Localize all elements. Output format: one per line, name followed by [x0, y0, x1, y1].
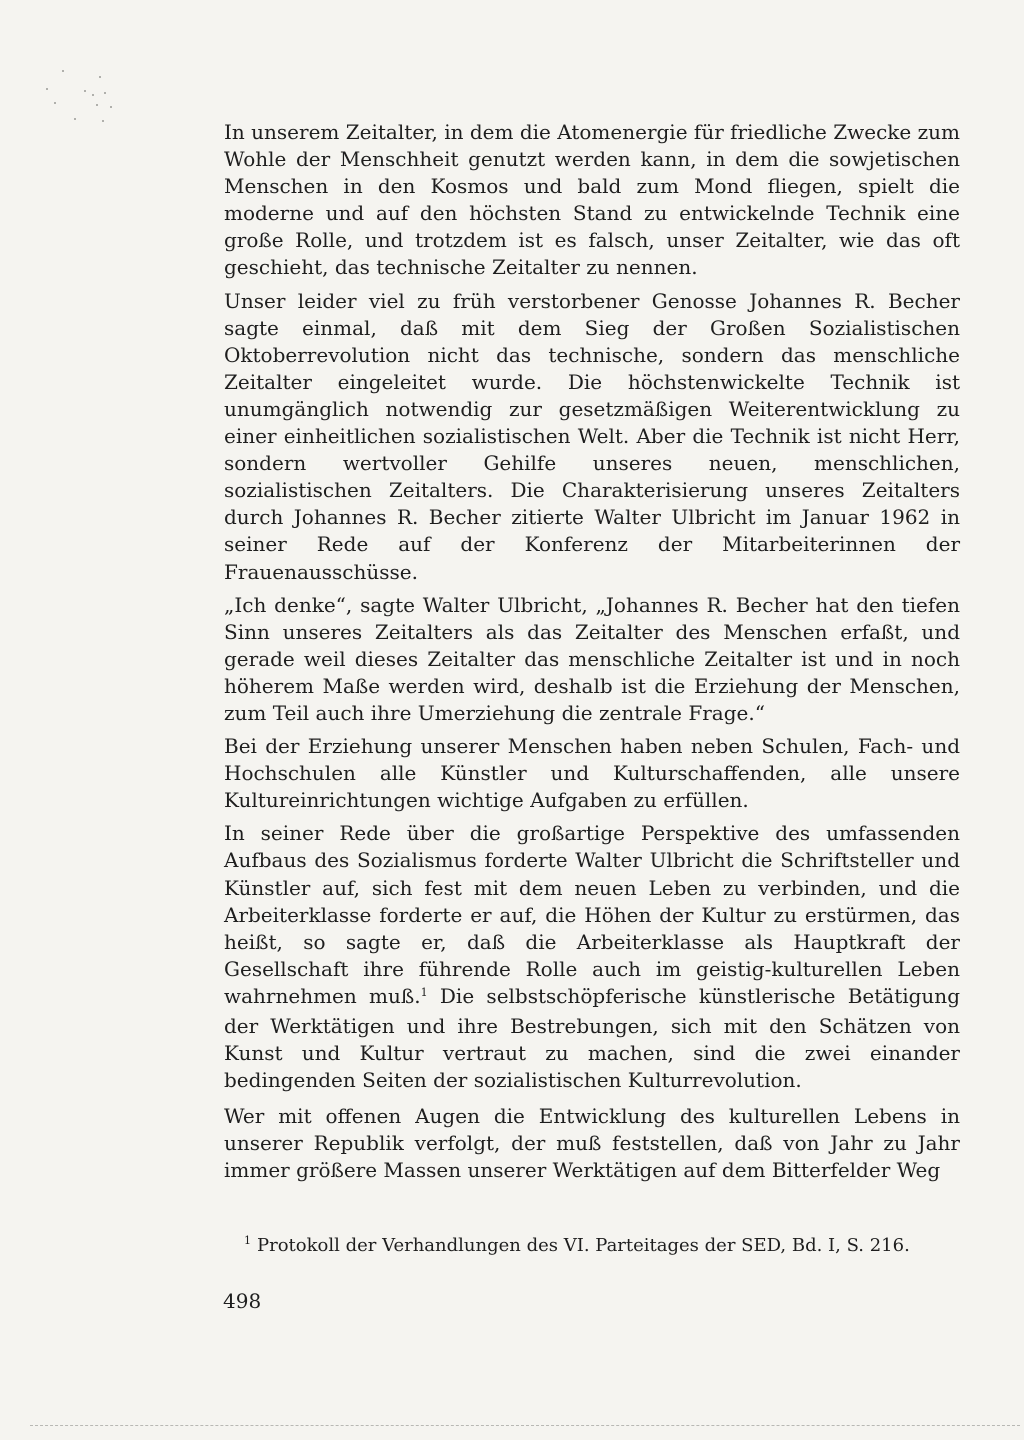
footnote-reference: 1 — [420, 985, 428, 999]
paragraph-5 — [224, 820, 960, 1094]
footnote-marker: 1 — [244, 1234, 251, 1247]
paragraph-6: Wer mit offenen Augen die Entwicklung des kulturellen Lebens in unserer Republik verfolgt, der muß feststellen, daß von Jahr zu Jahr immer größere Massen unserer Werktätigen auf dem Bitterfelder Weg — [224, 1104, 960, 1183]
paragraph-1: In unserem Zeitalter, in dem die Atomenergie für friedliche Zwecke zum Wohle der Menschheit genutzt werden kann, in dem die sowjetischen Menschen in den Kosmos und bald zum Mond fliegen, spielt die moderne und auf den höchsten Stand zu entwickelnde Technik eine große Rolle, und trotzdem ist es falsch, unser Zeitalter, wie das oft geschieht, das technische Zeitalter zu nennen. — [224, 120, 960, 280]
page-number: 498 — [223, 1289, 262, 1313]
scan-bottom-edge — [30, 1425, 1020, 1426]
margin-speckles — [44, 68, 144, 128]
paragraph-3: „Ich denke“, sagte Walter Ulbricht, „Johannes R. Becher hat den tiefen Sinn unseres Zeitalters als das Zeitalter des Menschen erfaßt, und gerade weil dieses Zeitalter das menschliche Zeitalter ist und in noch höherem Maße werden wird, deshalb ist die Erziehung der Menschen, zum Teil auch ihre Umerziehung die zentrale Frage.“ — [224, 592, 960, 725]
paragraph-5-after-note: Die selbstschöpferische künstlerische Betätigung der Werktätigen und ihre Bestrebungen, sich mit den Schätzen von Kunst und Kultur vertraut zu machen, sind die zwei einander bedingenden Seiten der sozialistischen Kulturrevolution. — [224, 983, 960, 1093]
footnote — [244, 1234, 960, 1260]
paragraph-2: Unser leider viel zu früh verstorbener Genosse Johannes R. Becher sagte einmal, daß mit dem Sieg der Großen Sozialistischen Oktoberrevolution nicht das technische, sondern das menschliche Zeitalter eingeleitet wurde. Die höchstenwickelte Technik ist unumgänglich notwendig zur gesetzmäßigen Weiterentwicklung zu einer einheitlichen sozialistischen Welt. Aber die Technik ist nicht Herr, sondern wertvoller Gehilfe unseres neuen, menschlichen, sozialistischen Zeitalters. Die Charakterisierung unseres Zeitalters durch Johannes R. Becher zitierte Walter Ulbricht im Januar 1962 in seiner Rede auf der Konferenz der Mitarbeiterinnen der Frauenausschüsse. — [224, 288, 960, 584]
body-text — [224, 119, 960, 1191]
paragraph-5-before-note: In seiner Rede über die großartige Perspektive des umfassenden Aufbaus des Sozialismus forderte Walter Ulbricht die Schriftsteller und Künstler auf, sich fest mit dem neuen Leben zu verbinden, und die Arbeiterklasse forderte er auf, die Höhen der Kultur zu erstürmen, das heißt, so sagte er, daß die Arbeiterklasse als Hauptkraft der Gesellschaft ihre führende Rolle auch im geistig-kulturellen Leben wahrnehmen muß. — [224, 821, 960, 1008]
paragraph-4: Bei der Erziehung unserer Menschen haben neben Schulen, Fach- und Hochschulen alle Künstler und Kulturschaffenden, alle unsere Kultureinrichtungen wichtige Aufgaben zu erfüllen. — [224, 734, 960, 813]
footnote-text: Protokoll der Verhandlungen des VI. Parteitages der SED, Bd. I, S. 216. — [257, 1235, 910, 1256]
